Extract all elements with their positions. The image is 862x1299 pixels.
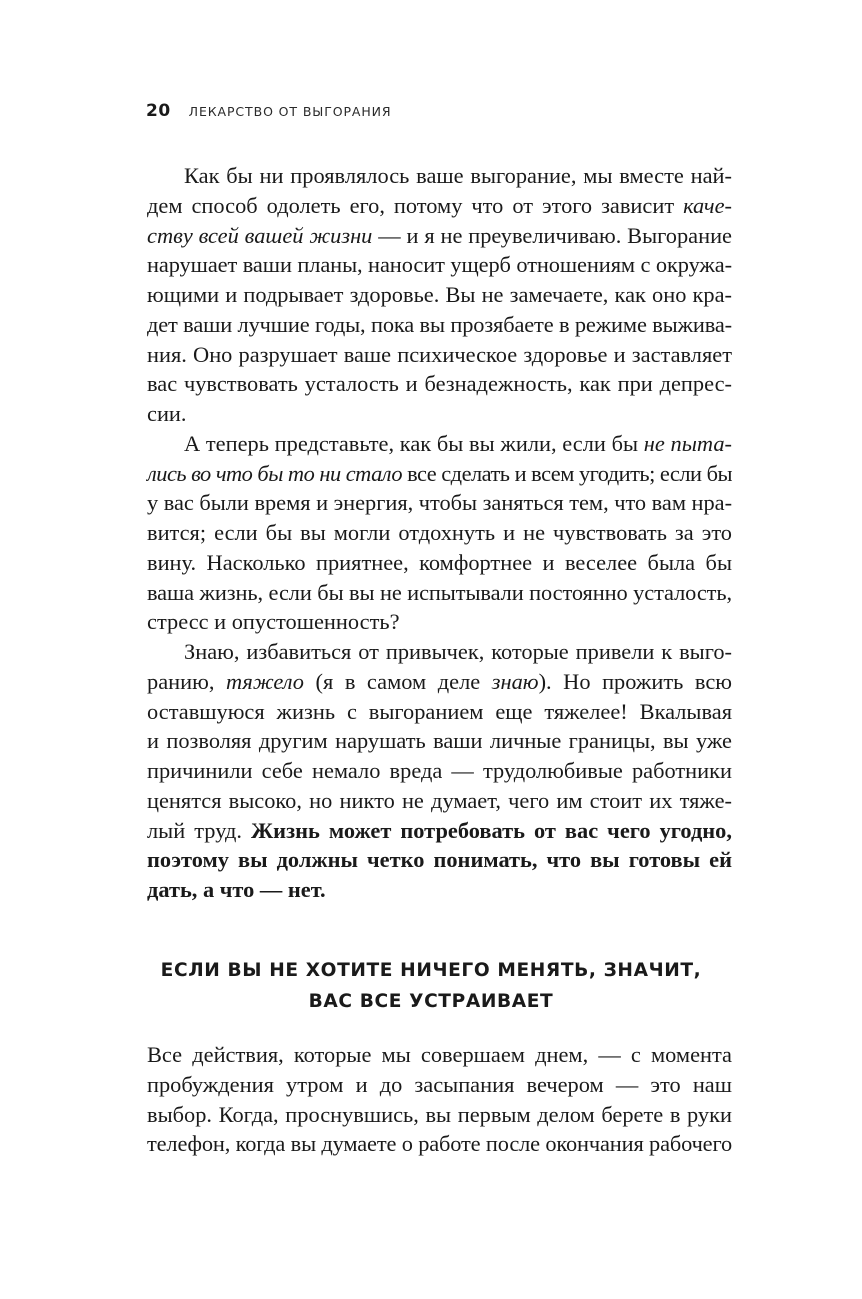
body-text-section-1 — [147, 161, 732, 905]
text-line: ния. Оно разрушает ваше психическое здоровье и заставляет — [147, 341, 732, 367]
text-line: лись во что бы то ни стало все сделать и всем угодить; если бы — [147, 460, 732, 486]
text-line: сии. — [147, 401, 187, 426]
text-line: лый труд. Жизнь может потребовать от вас чего угодно, — [147, 817, 732, 843]
emphasis-italic: ству всей вашей жизни — [147, 222, 373, 248]
text-line: стресс и опустошенность? — [147, 609, 400, 635]
emphasis-bold: Жизнь может потребовать от вас чего угодно, — [251, 817, 732, 843]
text-line: оставшуюся жизнь с выгоранием еще тяжелее! Вкалывая — [147, 698, 732, 724]
text-line: Как бы ни проявлялось ваше выгорание, мы вместе най- — [184, 163, 732, 188]
emphasis-italic: не пыта- — [643, 430, 732, 456]
text-line: поэтому вы должны четко понимать, что вы готовы ей — [147, 847, 732, 873]
text-line: ранию, тяжело (я в самом деле знаю). Но прожить всю — [147, 668, 732, 694]
emphasis-italic: тяжело — [225, 668, 304, 694]
text-line: нарушает ваши планы, наносит ущерб отношениям с окружа- — [147, 252, 732, 278]
text-line: телефон, когда вы думаете о работе после окончания рабочего — [147, 1131, 732, 1157]
text-line: и позволяя другим нарушать ваши личные границы, вы уже — [147, 728, 732, 754]
text-line: вится; если бы вы могли отдохнуть и не чувствовать за это — [147, 520, 732, 545]
text-line: А теперь представьте, как бы вы жили, если бы не пыта- — [184, 430, 732, 456]
body-text-section-2 — [147, 1040, 732, 1159]
text-line: причинили себе немало вреда — трудолюбивые работники — [147, 758, 732, 783]
running-header — [146, 101, 392, 125]
text-line: вас чувствовать усталость и безнадежность, как при депрес- — [147, 371, 732, 397]
text-line: Все действия, которые мы совершаем днем, — с момента — [147, 1042, 732, 1067]
emphasis-italic: каче- — [683, 192, 732, 218]
text-line: ству всей вашей жизни — и я не преувеличиваю. Выгорание — [147, 222, 732, 248]
heading-line: ЕСЛИ ВЫ НЕ ХОТИТЕ НИЧЕГО МЕНЯТЬ, ЗНАЧИТ, — [160, 960, 702, 981]
emphasis-italic: знаю — [491, 668, 539, 694]
heading-line: ВАС ВСЕ УСТРАИВАЕТ — [308, 991, 554, 1012]
text-line: выбор. Когда, проснувшись, вы первым делом берете в руки — [147, 1101, 732, 1127]
text-line: Знаю, избавиться от привычек, которые привели к выго- — [184, 639, 732, 664]
text-line: дем способ одолеть его, потому что от этого зависит каче- — [147, 192, 732, 218]
section-heading — [120, 955, 742, 1017]
book-title: ЛЕКАРСТВО ОТ ВЫГОРАНИЯ — [188, 104, 392, 119]
emphasis-italic: лись во что бы то ни стало — [147, 460, 403, 486]
text-line: дать, а что — нет. — [147, 877, 326, 902]
text-line: ценятся высоко, но никто не думает, чего им стоит их тяже- — [147, 787, 732, 813]
text-line: ющими и подрывает здоровье. Вы не замечаете, как оно кра- — [147, 282, 732, 307]
text-line: у вас были время и энергия, чтобы заняться тем, что вам нра- — [147, 490, 732, 516]
text-line: ваша жизнь, если бы вы не испытывали постоянно усталость, — [147, 579, 732, 605]
text-line: пробуждения утром и до засыпания вечером — это наш — [147, 1071, 732, 1097]
text-line: вину. Насколько приятнее, комфортнее и веселее была бы — [147, 549, 732, 575]
page-number: 20 — [146, 101, 171, 121]
text-line: дет ваши лучшие годы, пока вы прозябаете в режиме выжива- — [147, 311, 732, 337]
